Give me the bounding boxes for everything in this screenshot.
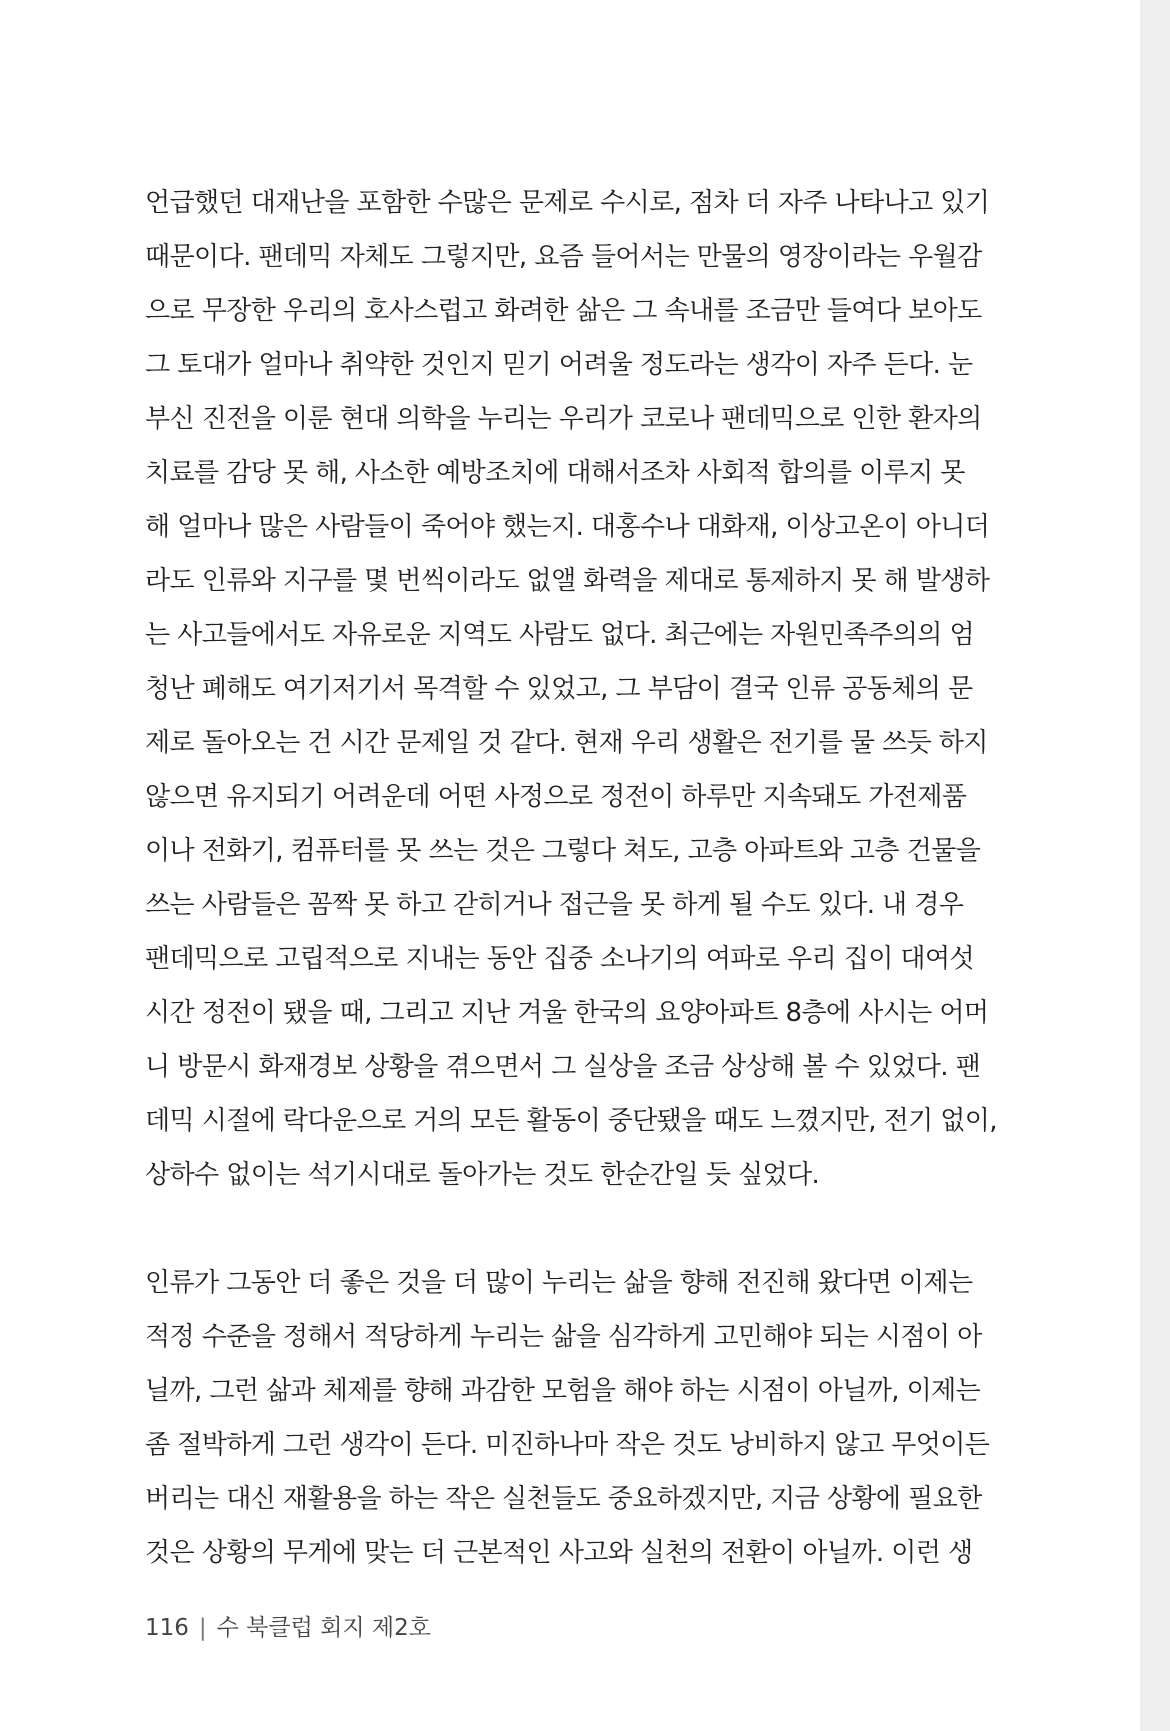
text-line: 것은 상황의 무게에 맞는 더 근본적인 사고와 실천의 전환이 아닐까. 이런 생 bbox=[145, 1538, 973, 1568]
text-line: 인류가 그동안 더 좋은 것을 더 많이 누리는 삶을 향해 전진해 왔다면 이제는 bbox=[145, 1268, 973, 1298]
page-edge bbox=[1140, 0, 1170, 1731]
text-line: 으로 무장한 우리의 호사스럽고 화려한 삶은 그 속내를 조금만 들여다 보아도 bbox=[145, 296, 982, 326]
text-line: 시간 정전이 됐을 때, 그리고 지난 겨울 한국의 요양아파트 8층에 사시는 어머 bbox=[145, 998, 989, 1028]
text-line: 좀 절박하게 그런 생각이 든다. 미진하나마 작은 것도 낭비하지 않고 무엇이든 bbox=[145, 1430, 990, 1460]
paragraph-1 bbox=[145, 176, 1025, 1202]
text-line: 제로 돌아오는 건 시간 문제일 것 같다. 현재 우리 생활은 전기를 물 쓰듯 하지 bbox=[145, 728, 988, 758]
text-line: 해 얼마나 많은 사람들이 죽어야 했는지. 대홍수나 대화재, 이상고온이 아니더 bbox=[145, 512, 990, 542]
text-line: 청난 폐해도 여기저기서 목격할 수 있었고, 그 부담이 결국 인류 공동체의 문 bbox=[145, 674, 973, 704]
text-line: 닐까, 그런 삶과 체제를 향해 과감한 모험을 해야 하는 시점이 아닐까, 이제는 bbox=[145, 1376, 981, 1406]
text-line: 때문이다. 팬데믹 자체도 그렇지만, 요즘 들어서는 만물의 영장이라는 우월감 bbox=[145, 242, 982, 272]
publication-title: 수 북클럽 회지 제2호 bbox=[216, 1615, 431, 1641]
page-footer bbox=[145, 1608, 431, 1648]
text-line: 는 사고들에서도 자유로운 지역도 사람도 없다. 최근에는 자원민족주의의 엄 bbox=[145, 620, 974, 650]
text-line: 쓰는 사람들은 꼼짝 못 하고 갇히거나 접근을 못 하게 될 수도 있다. 내 경우 bbox=[145, 890, 964, 920]
text-line: 적정 수준을 정해서 적당하게 누리는 삶을 심각하게 고민해야 되는 시점이 아 bbox=[145, 1322, 982, 1352]
text-line: 버리는 대신 재활용을 하는 작은 실천들도 중요하겠지만, 지금 상황에 필요한 bbox=[145, 1484, 982, 1514]
paragraph-2 bbox=[145, 1256, 1025, 1580]
footer-separator: | bbox=[198, 1615, 207, 1641]
text-line: 라도 인류와 지구를 몇 번씩이라도 없앨 화력을 제대로 통제하지 못 해 발생하 bbox=[145, 566, 990, 596]
text-line: 상하수 없이는 석기시대로 돌아가는 것도 한순간일 듯 싶었다. bbox=[145, 1160, 820, 1190]
page-number: 116 bbox=[145, 1615, 189, 1641]
text-line: 치료를 감당 못 해, 사소한 예방조치에 대해서조차 사회적 합의를 이루지 못 bbox=[145, 458, 965, 488]
text-line: 팬데믹으로 고립적으로 지내는 동안 집중 소나기의 여파로 우리 집이 대여섯 bbox=[145, 944, 974, 974]
text-line: 데믹 시절에 락다운으로 거의 모든 활동이 중단됐을 때도 느꼈지만, 전기 없이, bbox=[145, 1106, 997, 1136]
text-line: 이나 전화기, 컴퓨터를 못 쓰는 것은 그렇다 쳐도, 고층 아파트와 고층 건물을 bbox=[145, 836, 981, 866]
text-line: 언급했던 대재난을 포함한 수많은 문제로 수시로, 점차 더 자주 나타나고 있기 bbox=[145, 188, 990, 218]
text-line: 않으면 유지되기 어려운데 어떤 사정으로 정전이 하루만 지속돼도 가전제품 bbox=[145, 782, 967, 812]
text-line: 그 토대가 얼마나 취약한 것인지 믿기 어려울 정도라는 생각이 자주 든다. 눈 bbox=[145, 350, 973, 380]
text-line: 부신 진전을 이룬 현대 의학을 누리는 우리가 코로나 팬데믹으로 인한 환자의 bbox=[145, 404, 982, 434]
text-line: 니 방문시 화재경보 상황을 겪으면서 그 실상을 조금 상상해 볼 수 있었다. 팬 bbox=[145, 1052, 981, 1082]
